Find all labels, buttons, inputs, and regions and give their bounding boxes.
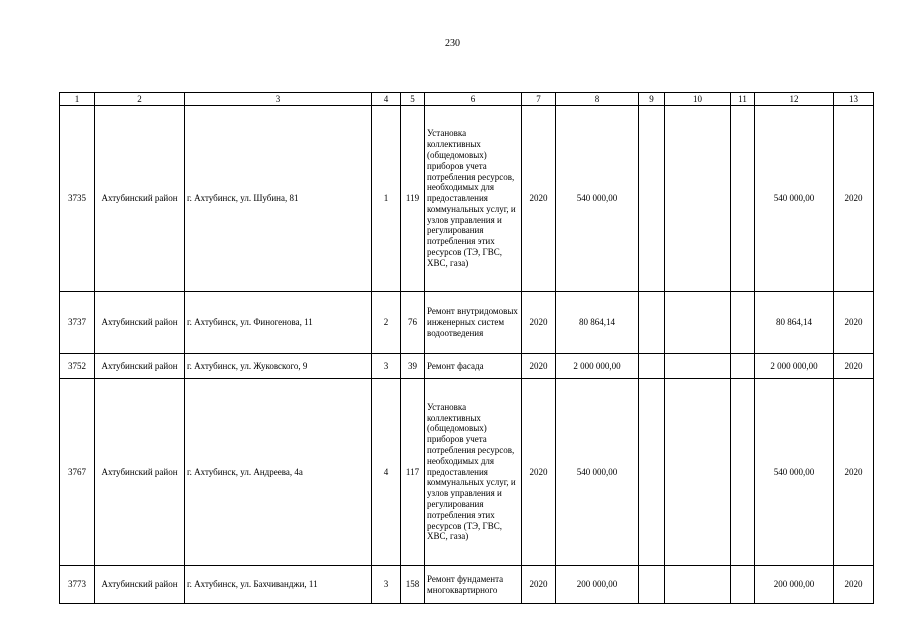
column-header: 9	[639, 93, 665, 106]
district: Ахтубинский район	[95, 292, 185, 354]
column-header: 1	[60, 93, 95, 106]
table-row	[60, 379, 874, 566]
district: Ахтубинский район	[95, 566, 185, 604]
column-header: 11	[731, 93, 755, 106]
column-header: 8	[556, 93, 639, 106]
address: г. Ахтубинск, ул. Финогенова, 11	[185, 292, 372, 354]
col-11	[731, 106, 755, 292]
year: 2020	[522, 354, 556, 379]
column-header: 6	[425, 93, 522, 106]
column-header: 7	[522, 93, 556, 106]
column-header: 5	[401, 93, 425, 106]
column-header: 13	[834, 93, 874, 106]
row-number: 3773	[60, 566, 95, 604]
seq-number: 1	[372, 106, 401, 292]
column-header: 10	[665, 93, 731, 106]
district: Ахтубинский район	[95, 354, 185, 379]
seq-number: 3	[372, 566, 401, 604]
fund-cost: 200 000,00	[755, 566, 834, 604]
fund-cost: 80 864,14	[755, 292, 834, 354]
col-10	[665, 292, 731, 354]
row-number: 3752	[60, 354, 95, 379]
year: 2020	[522, 292, 556, 354]
address: г. Ахтубинск, ул. Шубина, 81	[185, 106, 372, 292]
completion-year: 2020	[834, 566, 874, 604]
completion-year: 2020	[834, 106, 874, 292]
col-9	[639, 106, 665, 292]
work-description	[425, 566, 522, 604]
district: Ахтубинский район	[95, 379, 185, 566]
seq-number: 2	[372, 292, 401, 354]
row-number: 3735	[60, 106, 95, 292]
work-description	[425, 106, 522, 292]
col-10	[665, 106, 731, 292]
address: г. Ахтубинск, ул. Андреева, 4а	[185, 379, 372, 566]
completion-year: 2020	[834, 379, 874, 566]
seq-number: 4	[372, 379, 401, 566]
column-header: 3	[185, 93, 372, 106]
col-10	[665, 379, 731, 566]
year: 2020	[522, 106, 556, 292]
column-header: 2	[95, 93, 185, 106]
row-number: 3767	[60, 379, 95, 566]
work-description-text: Ремонт фундамента многоквартирного	[427, 573, 504, 595]
work-description-text: Ремонт внутридомовых инженерных систем водоотведения	[427, 306, 518, 338]
work-description-text: Установка коллективных (общедомовых) приборов учета потребления ресурсов, необходимых для предоставления коммунальных услуг, и узлов управления и регулирования потребления этих ресурсов (ТЭ, ГВС, ХВС, газа)	[427, 401, 516, 542]
table-row	[60, 354, 874, 379]
work-code: 39	[401, 354, 425, 379]
work-description-text: Установка коллективных (общедомовых) приборов учета потребления ресурсов, необходимых для предоставления коммунальных услуг, и узлов управления и регулирования потребления этих ресурсов (ТЭ, ГВС, ХВС, газа)	[427, 128, 516, 268]
work-code: 119	[401, 106, 425, 292]
column-header: 4	[372, 93, 401, 106]
year: 2020	[522, 566, 556, 604]
work-code: 117	[401, 379, 425, 566]
repair-program-table	[59, 92, 874, 604]
district: Ахтубинский район	[95, 106, 185, 292]
column-numbers-row	[60, 93, 874, 106]
work-description	[425, 354, 522, 379]
col-11	[731, 379, 755, 566]
col-9	[639, 566, 665, 604]
col-11	[731, 566, 755, 604]
fund-cost: 540 000,00	[755, 379, 834, 566]
col-9	[639, 379, 665, 566]
total-cost: 540 000,00	[556, 379, 639, 566]
col-9	[639, 354, 665, 379]
total-cost: 80 864,14	[556, 292, 639, 354]
address: г. Ахтубинск, ул. Жуковского, 9	[185, 354, 372, 379]
col-11	[731, 292, 755, 354]
table-row	[60, 292, 874, 354]
table-row	[60, 106, 874, 292]
table-row	[60, 566, 874, 604]
year: 2020	[522, 379, 556, 566]
column-header: 12	[755, 93, 834, 106]
total-cost: 2 000 000,00	[556, 354, 639, 379]
page-number: 230	[445, 38, 460, 49]
work-code: 76	[401, 292, 425, 354]
work-description	[425, 292, 522, 354]
address: г. Ахтубинск, ул. Бахчиванджи, 11	[185, 566, 372, 604]
total-cost: 540 000,00	[556, 106, 639, 292]
row-number: 3737	[60, 292, 95, 354]
work-description-text: Ремонт фасада	[427, 360, 484, 371]
completion-year: 2020	[834, 354, 874, 379]
fund-cost: 2 000 000,00	[755, 354, 834, 379]
seq-number: 3	[372, 354, 401, 379]
total-cost: 200 000,00	[556, 566, 639, 604]
col-11	[731, 354, 755, 379]
completion-year: 2020	[834, 292, 874, 354]
col-10	[665, 354, 731, 379]
work-code: 158	[401, 566, 425, 604]
col-10	[665, 566, 731, 604]
work-description	[425, 379, 522, 566]
col-9	[639, 292, 665, 354]
fund-cost: 540 000,00	[755, 106, 834, 292]
